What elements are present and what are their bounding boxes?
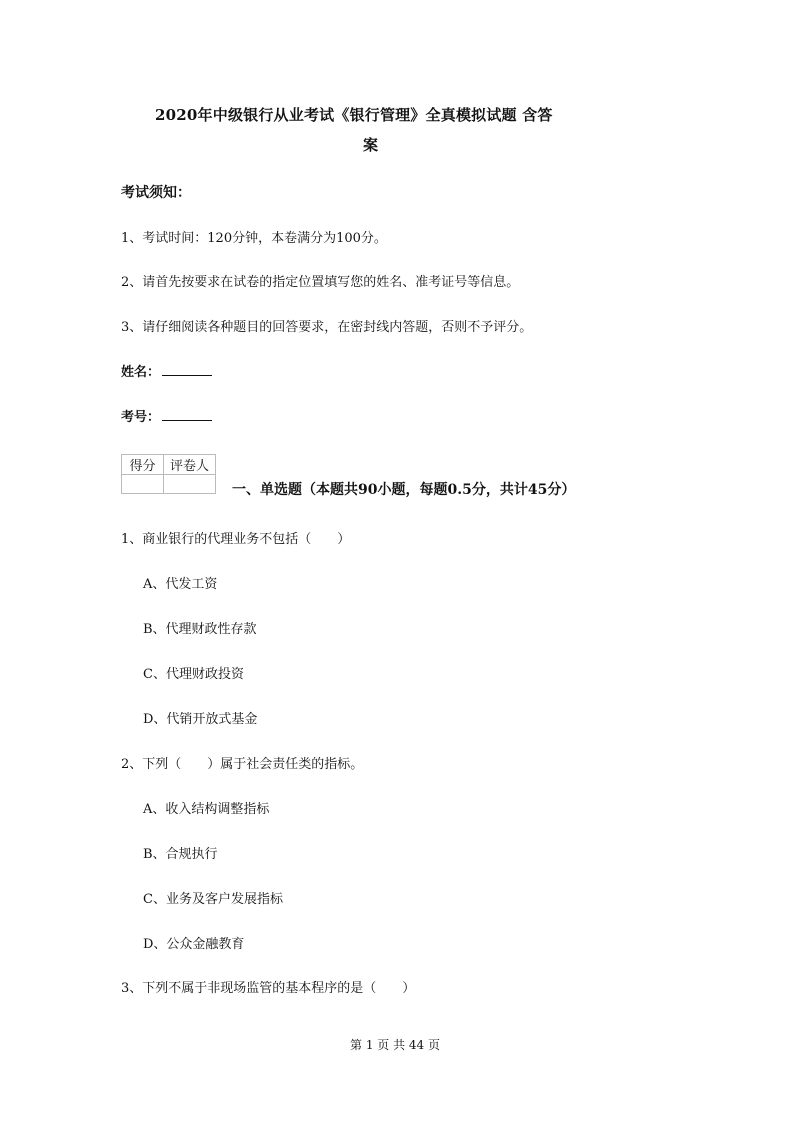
exam-number-blank-line[interactable]	[162, 407, 212, 421]
question-option: B、合规执行	[143, 847, 218, 862]
document-title-line1: 2020年中级银行从业考试《银行管理》全真模拟试题 含答	[155, 106, 553, 124]
question-option: A、收入结构调整指标	[143, 802, 270, 817]
notice-item: 2、请首先按要求在试卷的指定位置填写您的姓名、准考证号等信息。	[121, 275, 520, 290]
question-option: B、代理财政性存款	[143, 622, 257, 637]
section-title: 一、单选题（本题共90小题，每题0.5分，共计45分）	[232, 482, 576, 498]
question-option: C、业务及客户发展指标	[143, 892, 283, 907]
name-label: 姓名：	[121, 365, 161, 380]
question-stem: 1、商业银行的代理业务不包括（ ）	[121, 532, 351, 547]
notice-heading: 考试须知：	[121, 185, 191, 201]
exam-number-label: 考号：	[121, 410, 161, 425]
name-blank-line[interactable]	[162, 362, 212, 376]
name-field	[121, 361, 212, 380]
exam-number-field	[121, 406, 212, 425]
document-title-line2: 案	[363, 136, 379, 154]
page-footer: 第 1 页 共 44 页	[350, 1038, 440, 1052]
grader-cell[interactable]	[164, 475, 216, 494]
question-stem: 3、下列不属于非现场监管的基本程序的是（ ）	[121, 981, 416, 996]
notice-item: 1、考试时间：120分钟，本卷满分为100分。	[121, 231, 387, 246]
question-option: C、代理财政投资	[143, 667, 244, 682]
score-table	[121, 454, 216, 494]
score-header: 得分	[122, 455, 164, 475]
grader-header: 评卷人	[164, 455, 216, 475]
question-option: A、代发工资	[143, 577, 218, 592]
question-option: D、代销开放式基金	[143, 712, 258, 727]
question-option: D、公众金融教育	[143, 937, 245, 952]
score-cell[interactable]	[122, 475, 164, 494]
question-stem: 2、下列（ ）属于社会责任类的指标。	[121, 757, 364, 772]
notice-item: 3、请仔细阅读各种题目的回答要求，在密封线内答题，否则不予评分。	[121, 320, 533, 335]
